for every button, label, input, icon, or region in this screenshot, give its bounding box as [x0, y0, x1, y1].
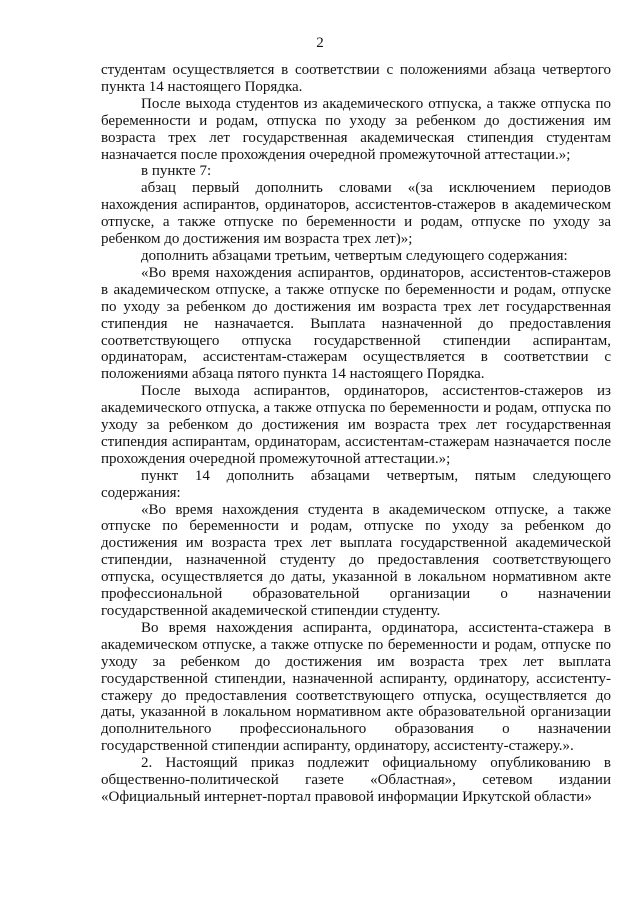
paragraph-3: в пункте 7: [141, 163, 212, 180]
paragraph-5: дополнить абзацами третьим, четвертым следующего содержания: [141, 247, 568, 264]
paragraph-4: абзац первый дополнить словами «(за исключением периодов нахождения аспирантов, ординаторов, ассистентов-стажеров в академическом отпуске, а также отпуске по беременности и родам, отпуске по уходу за ребенком до достижения им возраста трех лет)»; [101, 180, 611, 248]
paragraph-7: После выхода аспирантов, ординаторов, ассистентов-стажеров из академического отпуска, а также отпуска по беременности и родам, отпуска по уходу за ребенком до достижения им возраста трех лет государственная стипендия аспирантам, ординаторам, ассистентам-стажерам назначается после прохождения очередной промежуточной аттестации.»; [101, 383, 611, 467]
page-number: 2 [316, 35, 324, 51]
paragraph-6: «Во время нахождения аспирантов, ординаторов, ассистентов-стажеров в академическом отпуске, а также отпуске по беременности и родам, отпуске по уходу за ребенком до достижения им возраста трех лет государственная стипендия не назначается. Выплата назначенной до предоставления соответствующего отпуска государственной стипендии аспирантам, ординаторам, ассистентам-стажерам осуществляется в соответствии с положениями абзаца пятого пункта 14 настоящего Порядка. [101, 264, 611, 383]
paragraph-10: Во время нахождения аспиранта, ординатора, ассистента-стажера в академическом отпуске, а также отпуске по беременности и родам, отпуске по уходу за ребенком до достижения им возраста трех лет выплата государственной стипендии, назначенной аспиранту, ординатору, ассистенту-стажеру до предоставления соответствующего отпуска, осуществляется до даты, указанной в локальном нормативном акте образовательной организации дополнительного профессионального образования о назначении государственной стипендии аспиранту, ординатору, ассистенту-стажеру.». [101, 619, 611, 755]
paragraph-2: После выхода студентов из академического отпуска, а также отпуска по беременности и родам, отпуска по уходу за ребенком до достижения им возраста трех лет государственная академическая стипендия студентам назначается после прохождения очередной промежуточной аттестации.»; [101, 95, 611, 163]
paragraph-11: 2. Настоящий приказ подлежит официальному опубликованию в общественно-политической газете «Областная», сетевом издании «Официальный интернет-портал правовой информации Иркутской области» [101, 755, 611, 805]
paragraph-9: «Во время нахождения студента в академическом отпуске, а также отпуске по беременности и родам, отпуске по уходу за ребенком до достижения им возраста трех лет выплата государственной академической стипендии, назначенной студенту до предоставления соответствующего отпуска, осуществляется до даты, указанной в локальном нормативном акте профессиональной образовательной организации о назначении государственной академической стипендии студенту. [101, 501, 611, 619]
paragraph-8: пункт 14 дополнить абзацами четвертым, пятым следующего содержания: [101, 467, 611, 501]
paragraph-1: студентам осуществляется в соответствии с положениями абзаца четвертого пункта 14 настоящего Порядка. [101, 62, 611, 95]
document-body [101, 62, 611, 806]
